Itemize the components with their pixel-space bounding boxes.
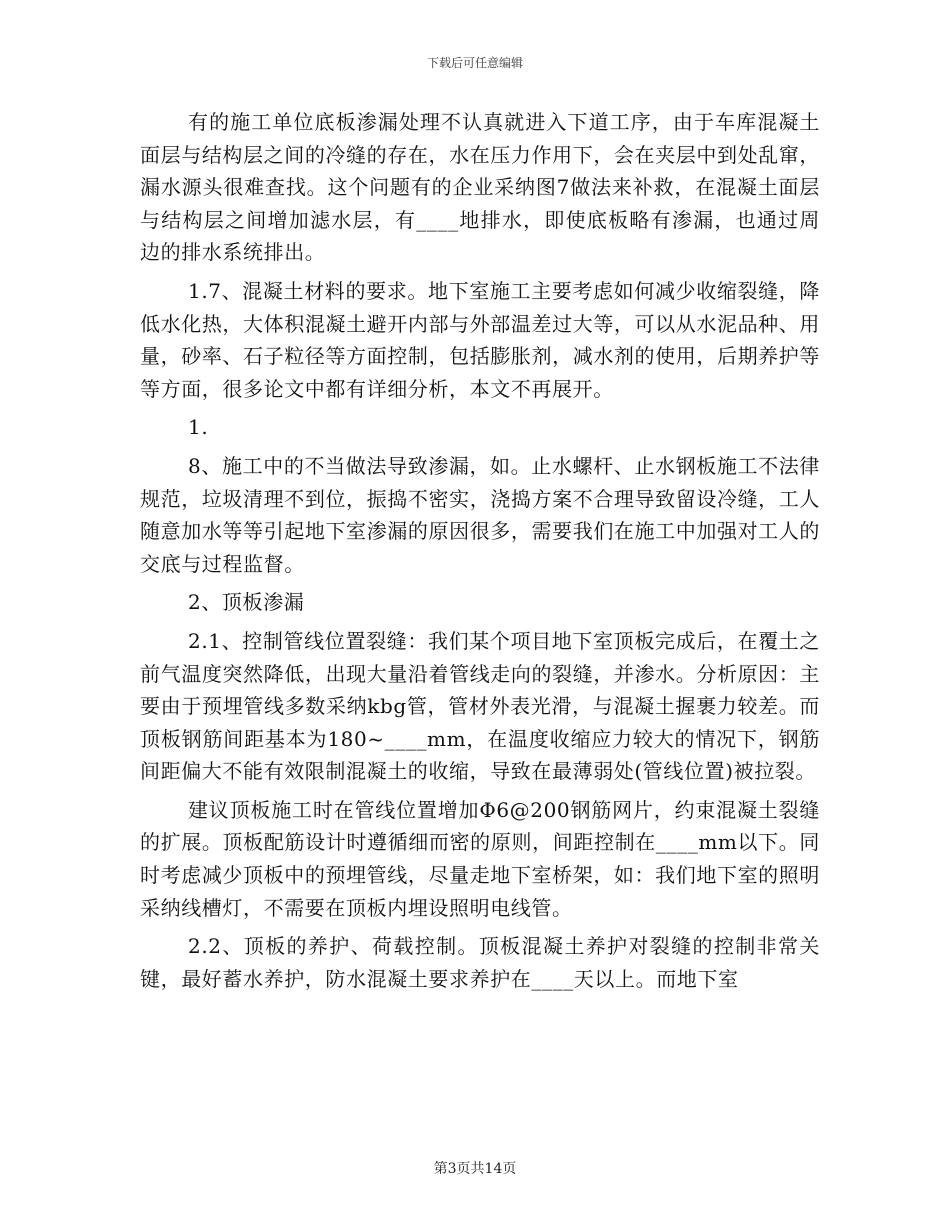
paragraph-improper-construction: 8、施工中的不当做法导致渗漏，如。止水螺杆、止水钢板施工不法律规范，垃圾清理不到位，振捣不密实，浇捣方案不合理导致留设冷缝，工人随意加水等等引起地下室渗漏的原因很多，需要我们在施工中加强对工人的交底与过程监督。: [140, 453, 820, 576]
paragraph-concrete-material: 1.7、混凝土材料的要求。地下室施工主要考虑如何减少收缩裂缝，降低水化热，大体积混凝土避开内部与外部温差过大等，可以从水泥品种、用量，砂率、石子粒径等方面控制，包括膨胀剂，减水剂的使用，后期养护等等方面，很多论文中都有详细分析，本文不再展开。: [140, 278, 820, 401]
paragraph-roof-curing: 2.2、顶板的养护、荷载控制。顶板混凝土养护对裂缝的控制非常关键，最好蓄水养护，防水混凝土要求养护在____天以上。而地下室: [140, 934, 820, 991]
paragraph-basement-floor-leak: 有的施工单位底板渗漏处理不认真就进入下道工序，由于车库混凝土面层与结构层之间的冷缝的存在，水在压力作用下，会在夹层中到处乱窜，漏水源头很难查找。这个问题有的企业采纳图7做法来补救，在混凝土面层与结构层之间增加滤水层，有____地排水，即使底板略有渗漏，也通过周边的排水系统排出。: [140, 110, 820, 265]
page-footer: 第3页共14页: [433, 1161, 517, 1177]
paragraph-number-fragment: 1.: [188, 415, 209, 440]
paragraph-mesh-recommendation: 建议顶板施工时在管线位置增加Φ6@200钢筋网片，约束混凝土裂缝的扩展。顶板配筋设计时遵循细而密的原则，间距控制在____mm以下。同时考虑减少顶板中的预埋管线，尽量走地下室桥架，如：我们地下室的照明采纳线槽灯，不需要在顶板内埋设照明电线管。: [140, 797, 820, 920]
page-header: 下载后可任意编辑: [426, 56, 523, 70]
document-body: [140, 106, 820, 1001]
paragraph-pipeline-cracks: 2.1、控制管线位置裂缝：我们某个项目地下室顶板完成后，在覆土之前气温度突然降低，出现大量沿着管线走向的裂缝，并渗水。分析原因：主要由于预埋管线多数采纳kbg管，管材外表光滑，与混凝土握裹力较差。而顶板钢筋间距基本为180~____mm，在温度收缩应力较大的情况下，钢筋间距偏大不能有效限制混凝土的收缩，导致在最薄弱处(管线位置)被拉裂。: [140, 628, 820, 784]
section-heading-roof-leak: 2、顶板渗漏: [188, 590, 305, 615]
